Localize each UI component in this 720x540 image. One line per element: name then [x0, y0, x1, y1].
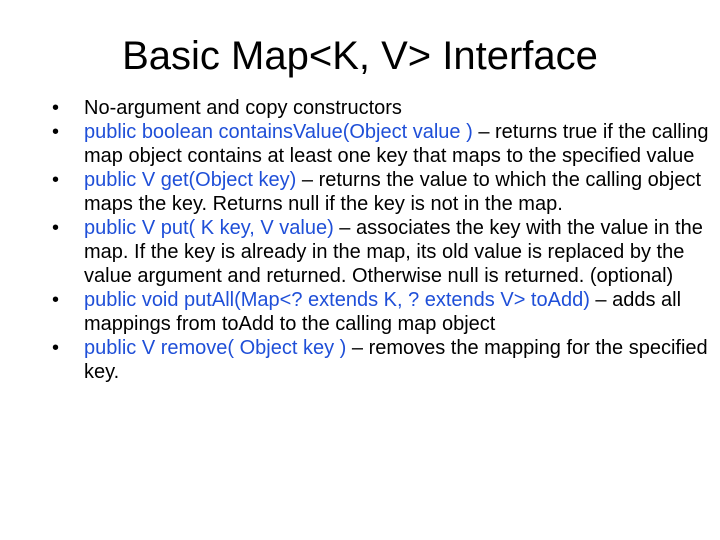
method-signature: public V remove( Object key )	[84, 337, 347, 359]
bullet-item	[52, 120, 716, 168]
method-signature: public void putAll(Map<? extends K, ? extends V> toAdd)	[84, 289, 590, 311]
method-description: – adds all mappings from toAdd to the calling map object	[84, 289, 682, 335]
bullet-item	[52, 96, 716, 120]
bullet-dot-icon: •	[52, 337, 60, 359]
slide-title: Basic Map<K, V> Interface	[122, 34, 598, 78]
method-description: – associates the key with the value in the map. If the key is already in the map, its old value is replaced by the value argument and returned. Otherwise null is returned. (optional)	[84, 217, 703, 287]
method-description: – returns true if the calling map object contains at least one key that maps to the specified value	[84, 121, 709, 167]
bullet-dot-icon: •	[52, 121, 60, 143]
bullet-item	[52, 216, 716, 288]
method-description: – removes the mapping for the specified key.	[84, 337, 708, 383]
bullet-dot-icon: •	[52, 217, 60, 239]
bullet-dot-icon: •	[52, 97, 60, 119]
bullet-dot-icon: •	[52, 169, 60, 191]
method-description: No-argument and copy constructors	[84, 97, 402, 119]
method-signature: public V get(Object key)	[84, 169, 297, 191]
bullet-item	[52, 288, 716, 336]
bullet-item	[52, 168, 716, 216]
bullet-item	[52, 336, 716, 384]
bullet-dot-icon: •	[52, 289, 60, 311]
method-signature: public boolean containsValue(Object value )	[84, 121, 473, 143]
method-signature: public V put( K key, V value)	[84, 217, 334, 239]
method-description: – returns the value to which the calling object maps the key. Returns null if the key is not in the map.	[84, 169, 702, 215]
bullet-list	[52, 96, 716, 384]
